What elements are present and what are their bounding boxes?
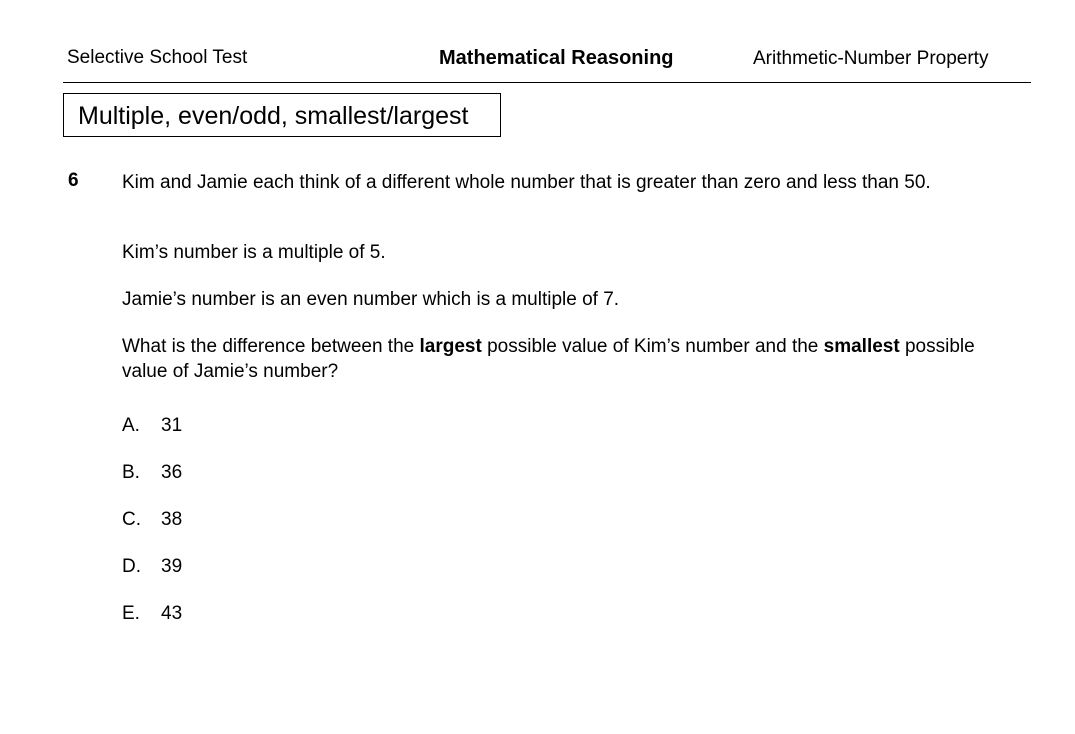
option-b-letter: B.	[122, 462, 140, 483]
emphasis-largest: largest	[419, 336, 482, 357]
emphasis-smallest: smallest	[823, 336, 900, 357]
question-number: 6	[68, 170, 79, 191]
question-text-part-3: possible value of Jamie’s number?	[122, 336, 975, 382]
question-text-part-2: possible value of Kim’s number and the	[481, 336, 824, 357]
option-a-value: 31	[161, 415, 183, 436]
header-divider	[63, 82, 1031, 83]
header-subject: Mathematical Reasoning	[439, 47, 674, 69]
question-paragraph-4	[122, 334, 982, 384]
option-d-letter: D.	[122, 556, 141, 577]
option-e-value: 43	[161, 603, 183, 624]
option-c[interactable]	[122, 509, 182, 531]
option-b[interactable]	[122, 462, 182, 484]
option-c-letter: C.	[122, 509, 141, 530]
option-e[interactable]	[122, 603, 182, 625]
header-test-name: Selective School Test	[67, 47, 248, 68]
option-e-letter: E.	[122, 603, 140, 624]
option-d-value: 39	[161, 556, 183, 577]
option-a-letter: A.	[122, 415, 140, 436]
option-c-value: 38	[161, 509, 183, 530]
question-text-part-1: What is the difference between the	[122, 336, 420, 357]
question-paragraph-1: Kim and Jamie each think of a different whole number that is greater than zero and less than 50.	[122, 172, 931, 193]
topic-title: Multiple, even/odd, smallest/largest	[78, 102, 469, 130]
option-a[interactable]	[122, 415, 182, 437]
option-d[interactable]	[122, 556, 182, 578]
topic-box	[63, 93, 501, 137]
question-paragraph-2: Kim’s number is a multiple of 5.	[122, 242, 386, 263]
question-paragraph-3: Jamie’s number is an even number which is a multiple of 7.	[122, 289, 620, 310]
header-topic-area: Arithmetic-Number Property	[753, 48, 989, 69]
option-b-value: 36	[161, 462, 183, 483]
